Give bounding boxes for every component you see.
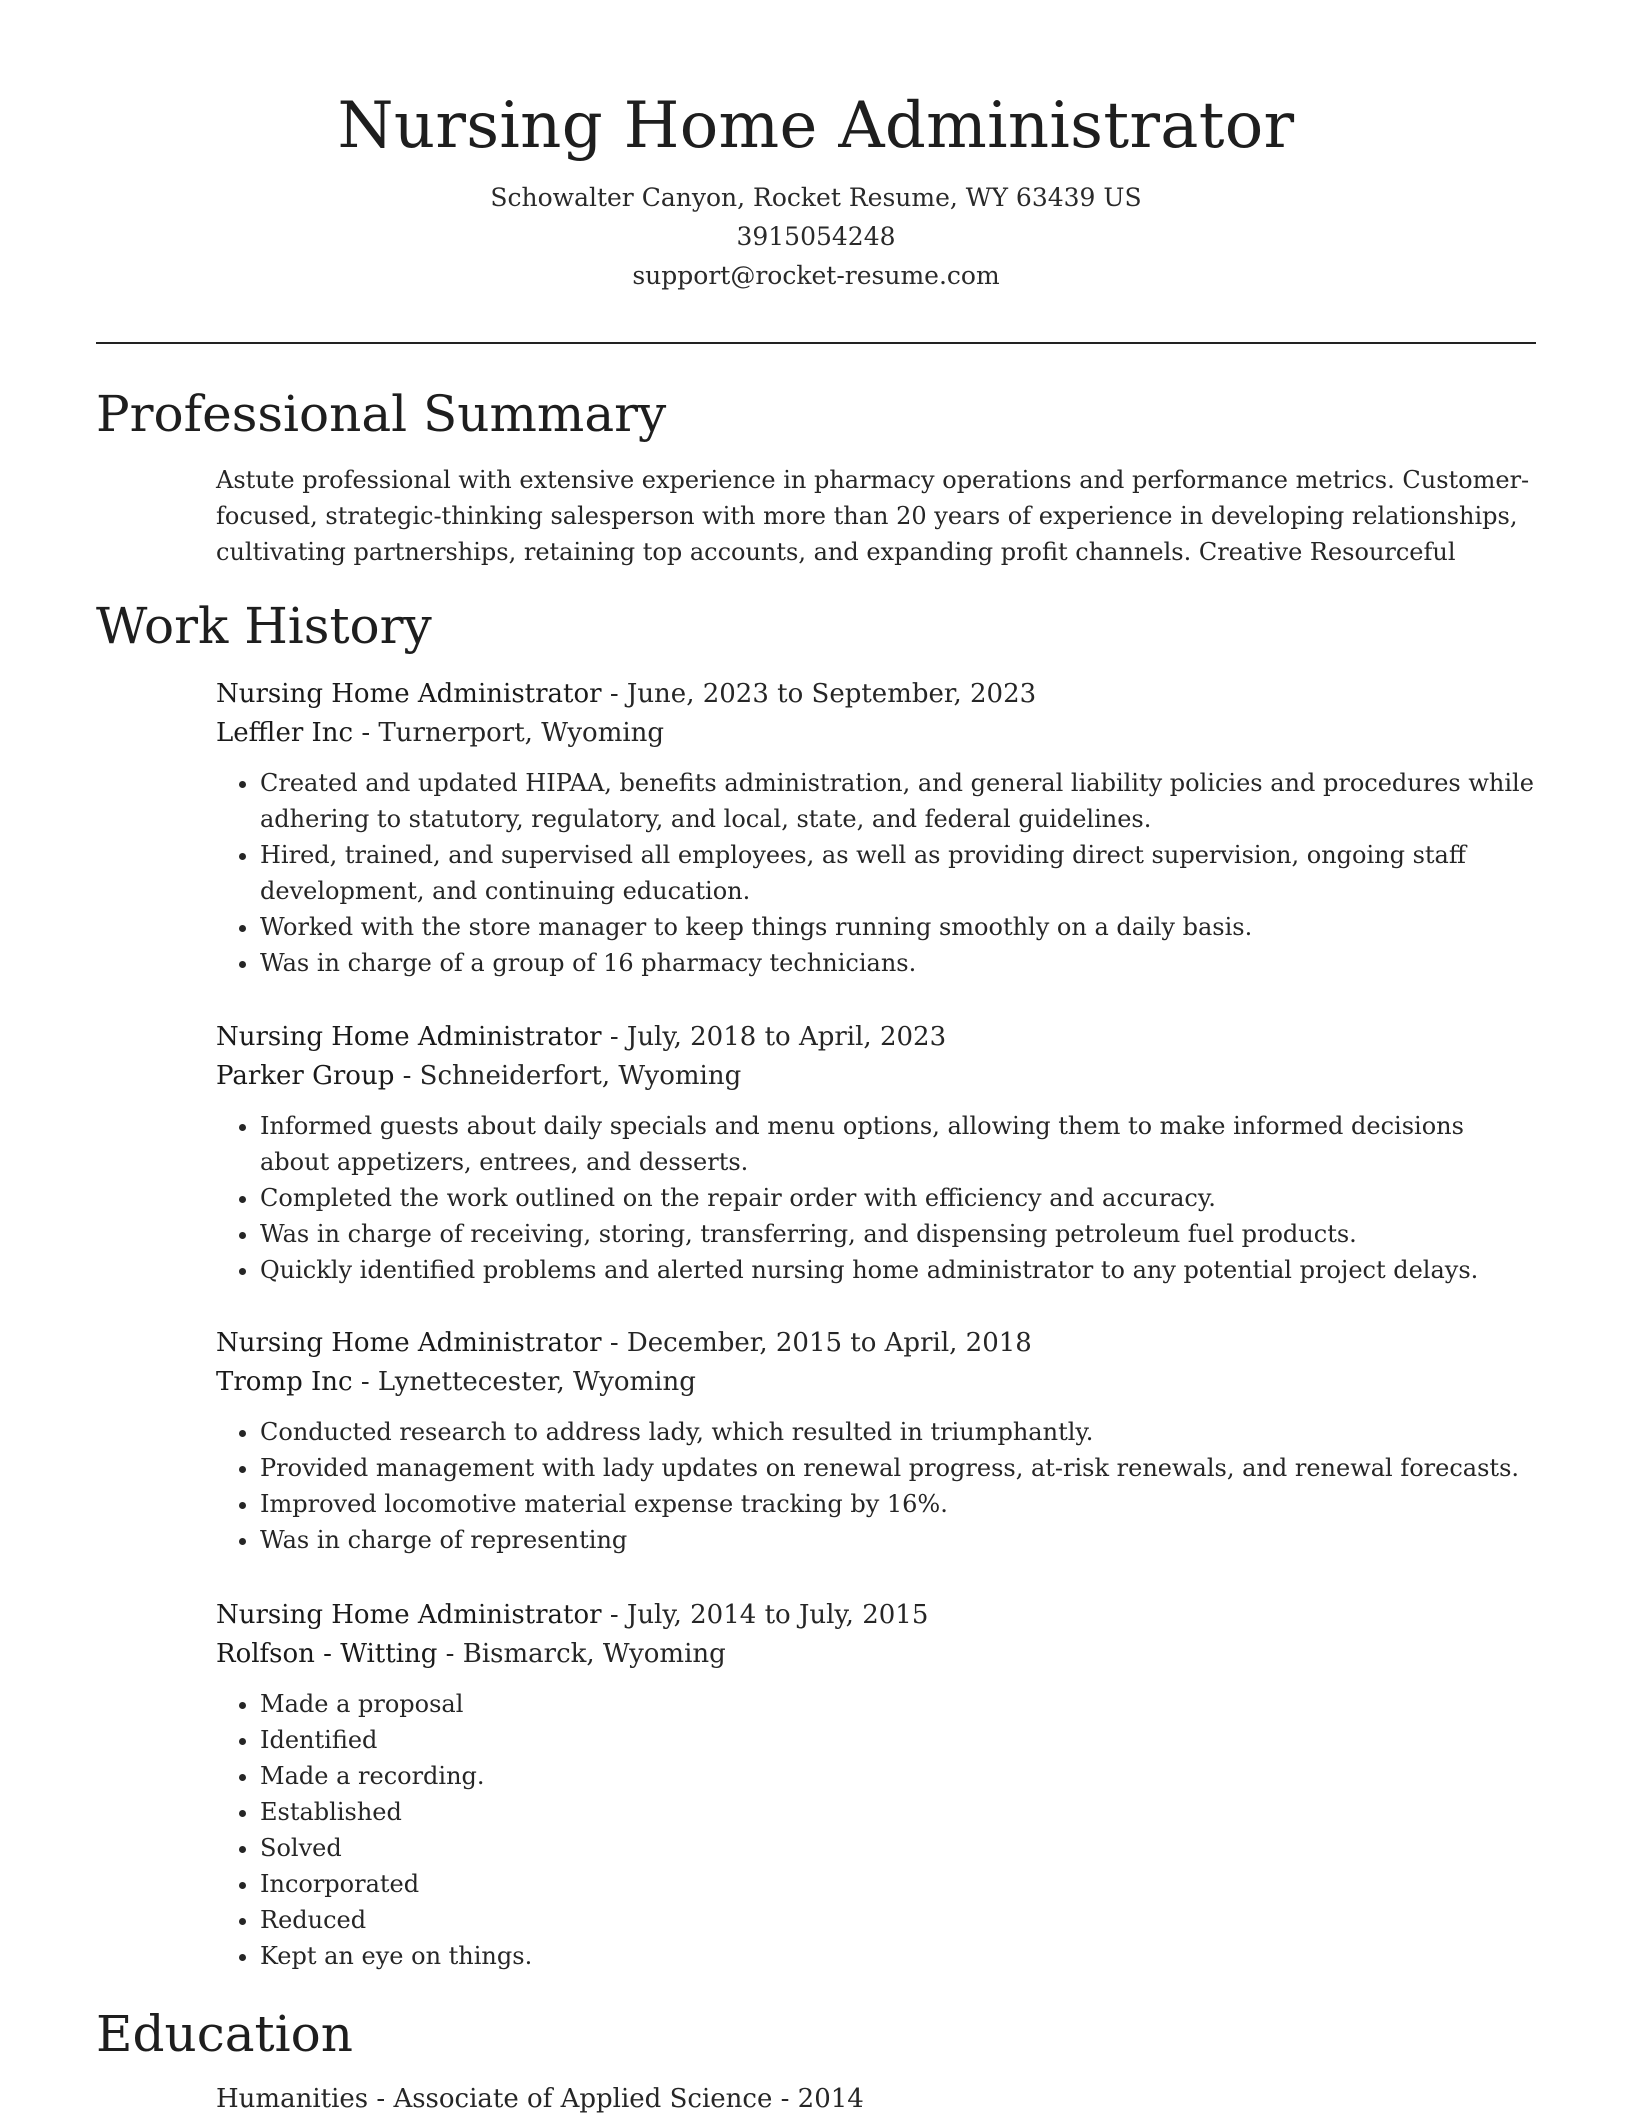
job-company-line: [216, 1363, 1536, 1402]
job-company-line: [216, 1057, 1536, 1096]
job-location: - Lynettecester, Wyoming: [352, 1367, 696, 1397]
job-company: Rolfson - Witting: [216, 1639, 438, 1669]
job-bullets: [216, 1414, 1536, 1558]
job-title-line: [216, 1324, 1536, 1363]
summary-section: [216, 462, 1536, 570]
job-location: - Turnerport, Wyoming: [353, 718, 665, 748]
job-company-line: [216, 714, 1536, 753]
job-bullet: • Made a recording.: [260, 1758, 1536, 1794]
job-position: Nursing Home Administrator: [216, 1022, 602, 1052]
job-bullet: • Improved locomotive material expense tracking by 16%.: [260, 1486, 1536, 1522]
job-bullet: • Incorporated: [260, 1866, 1536, 1902]
job-location: - Schneiderfort, Wyoming: [394, 1061, 742, 1091]
job-bullet: • Was in charge of receiving, storing, transferring, and dispensing petroleum fuel products.: [260, 1216, 1536, 1252]
job-position: Nursing Home Administrator: [216, 679, 602, 709]
job-entry: [216, 675, 1536, 981]
job-dates: - December, 2015 to April, 2018: [601, 1328, 1032, 1358]
contact-block: [0, 178, 1632, 295]
job-company: Leffler Inc: [216, 718, 354, 748]
job-bullet: • Established: [260, 1794, 1536, 1830]
job-bullet: • Informed guests about daily specials and menu options, allowing them to make informed decisions about appetizers, entrees, and desserts.: [260, 1108, 1536, 1180]
job-dates: - July, 2018 to April, 2023: [601, 1022, 947, 1052]
job-bullet: • Provided management with lady updates on renewal progress, at-risk renewals, and renewal forecasts.: [260, 1450, 1536, 1486]
job-bullets: [216, 765, 1536, 981]
job-bullet: • Made a proposal: [260, 1686, 1536, 1722]
education-heading: Education: [96, 2005, 353, 2063]
job-title-line: [216, 1596, 1536, 1635]
job-location: - Bismarck, Wyoming: [437, 1639, 726, 1669]
job-bullets: [216, 1108, 1536, 1288]
job-bullet: • Was in charge of a group of 16 pharmacy technicians.: [260, 945, 1536, 981]
job-title-line: [216, 675, 1536, 714]
job-entry: [216, 1324, 1536, 1558]
job-dates: - July, 2014 to July, 2015: [601, 1600, 929, 1630]
job-entry: [216, 1018, 1536, 1288]
job-bullets: [216, 1686, 1536, 1974]
job-bullet: • Worked with the store manager to keep things running smoothly on a daily basis.: [260, 909, 1536, 945]
job-bullet: • Identified: [260, 1722, 1536, 1758]
work-history-heading: Work History: [96, 597, 432, 655]
job-bullet: • Reduced: [260, 1902, 1536, 1938]
education-section: [216, 2080, 1536, 2119]
job-company-line: [216, 1635, 1536, 1674]
job-bullet: • Quickly identified problems and alerted nursing home administrator to any potential project delays.: [260, 1252, 1536, 1288]
contact-email: support@rocket-resume.com: [632, 261, 1000, 290]
job-position: Nursing Home Administrator: [216, 1600, 602, 1630]
job-title-line: [216, 1018, 1536, 1057]
job-position: Nursing Home Administrator: [216, 1328, 602, 1358]
job-entry: [216, 1596, 1536, 1974]
job-company: Parker Group: [216, 1061, 395, 1091]
resume-header: [0, 84, 1632, 295]
candidate-name: Nursing Home Administrator: [337, 89, 1295, 163]
job-company: Tromp Inc: [216, 1367, 353, 1397]
job-bullet: • Created and updated HIPAA, benefits administration, and general liability policies and procedures while adhering to statutory, regulatory, and local, state, and federal guidelines.: [260, 765, 1536, 837]
job-bullet: • Completed the work outlined on the repair order with efficiency and accuracy.: [260, 1180, 1536, 1216]
summary-text: Astute professional with extensive experience in pharmacy operations and performance metrics. Customer-focused, strategic-thinking salesperson with more than 20 years of experience in developing relationships, cultivating partnerships, retaining top accounts, and expanding profit channels. Creative Resourceful: [216, 466, 1530, 566]
job-bullet: • Conducted research to address lady, which resulted in triumphantly.: [260, 1414, 1536, 1450]
job-bullet: • Was in charge of representing: [260, 1522, 1536, 1558]
contact-phone: 3915054248: [736, 222, 896, 251]
education-entry: Humanities - Associate of Applied Science - 2014: [216, 2084, 864, 2114]
header-divider: [96, 342, 1536, 344]
job-bullet: • Hired, trained, and supervised all employees, as well as providing direct supervision, ongoing staff development, and continuing education.: [260, 837, 1536, 909]
job-bullet: • Solved: [260, 1830, 1536, 1866]
contact-address: Schowalter Canyon, Rocket Resume, WY 63439 US: [490, 183, 1142, 212]
job-dates: - June, 2023 to September, 2023: [601, 679, 1037, 709]
summary-heading: Professional Summary: [96, 385, 667, 443]
job-bullet: • Kept an eye on things.: [260, 1938, 1536, 1974]
